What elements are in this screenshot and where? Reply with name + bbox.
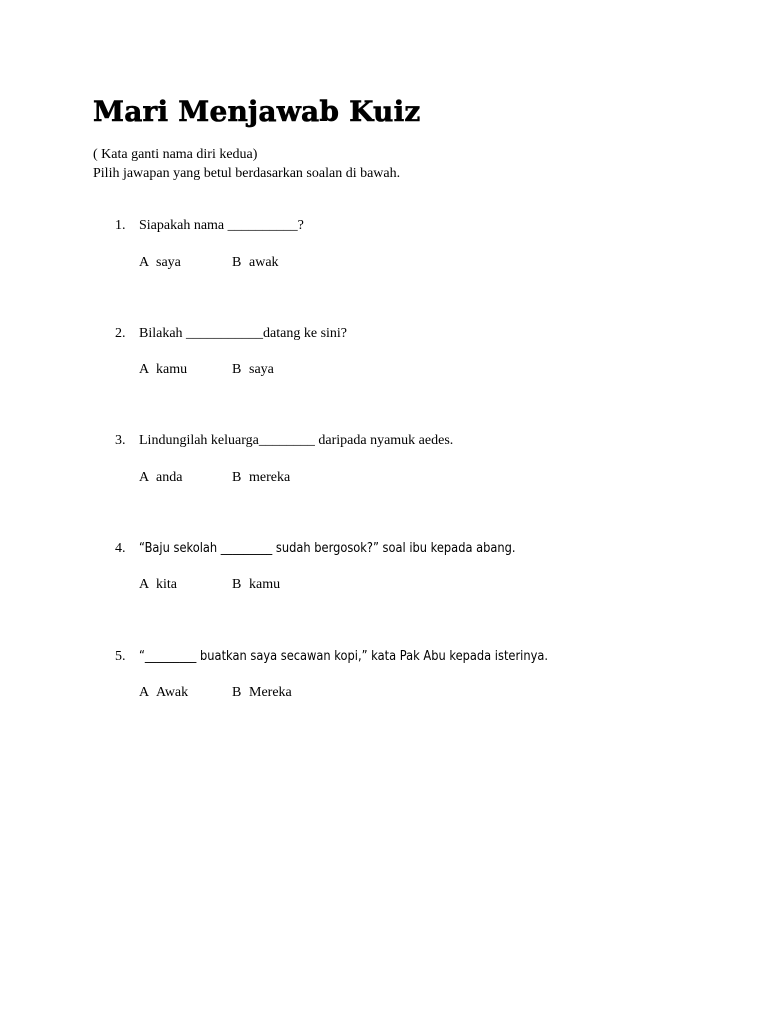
question-1 bbox=[115, 217, 304, 235]
page-title: Mari Menjawab Kuiz bbox=[93, 95, 421, 128]
option-text: awak bbox=[249, 255, 279, 270]
question-number: 4. bbox=[115, 541, 126, 556]
option-text: kamu bbox=[156, 362, 188, 377]
option-letter: A bbox=[139, 685, 150, 700]
question-4-options bbox=[139, 576, 280, 594]
option-letter: B bbox=[232, 577, 242, 592]
option-a bbox=[139, 254, 232, 272]
intro bbox=[93, 146, 400, 183]
option-letter: B bbox=[232, 685, 242, 700]
intro-subtitle: ( Kata ganti nama diri kedua) bbox=[93, 147, 258, 162]
question-text: “_________ buatkan saya secawan kopi,” kata Pak Abu kepada isterinya. bbox=[139, 649, 549, 664]
option-text: saya bbox=[249, 362, 274, 377]
question-1-options bbox=[139, 254, 279, 272]
option-text: Awak bbox=[156, 685, 189, 700]
option-letter: B bbox=[232, 470, 242, 485]
question-text: Lindungilah keluarga________ daripada nyamuk aedes. bbox=[139, 433, 454, 448]
question-text: Siapakah nama __________? bbox=[139, 218, 304, 233]
option-letter: A bbox=[139, 470, 150, 485]
question-2 bbox=[115, 325, 347, 343]
option-b bbox=[232, 361, 274, 379]
option-letter: A bbox=[139, 362, 150, 377]
option-b bbox=[232, 684, 292, 702]
question-number: 3. bbox=[115, 433, 126, 448]
question-5 bbox=[115, 648, 604, 666]
option-text: Mereka bbox=[249, 685, 292, 700]
intro-instruction: Pilih jawapan yang betul berdasarkan soalan di bawah. bbox=[93, 165, 401, 181]
question-number: 1. bbox=[115, 218, 126, 233]
question-text: “Baju sekolah _________ sudah bergosok?” soal ibu kepada abang. bbox=[139, 541, 516, 556]
question-2-options bbox=[139, 361, 274, 379]
option-b bbox=[232, 576, 280, 594]
option-text: mereka bbox=[249, 470, 291, 485]
question-3 bbox=[115, 432, 453, 450]
option-a bbox=[139, 576, 232, 594]
option-letter: A bbox=[139, 577, 150, 592]
option-letter: A bbox=[139, 255, 150, 270]
option-a bbox=[139, 684, 232, 702]
question-3-options bbox=[139, 469, 290, 487]
option-letter: B bbox=[232, 255, 242, 270]
option-b bbox=[232, 254, 279, 272]
option-text: anda bbox=[156, 470, 183, 485]
question-5-options bbox=[139, 684, 292, 702]
option-text: saya bbox=[156, 255, 181, 270]
question-text: Bilakah ___________datang ke sini? bbox=[139, 326, 348, 341]
option-text: kita bbox=[156, 577, 177, 592]
question-4 bbox=[115, 540, 567, 558]
option-a bbox=[139, 361, 232, 379]
question-number: 5. bbox=[115, 649, 126, 664]
question-number: 2. bbox=[115, 326, 126, 341]
option-text: kamu bbox=[249, 577, 281, 592]
option-letter: B bbox=[232, 362, 242, 377]
option-a bbox=[139, 469, 232, 487]
option-b bbox=[232, 469, 290, 487]
